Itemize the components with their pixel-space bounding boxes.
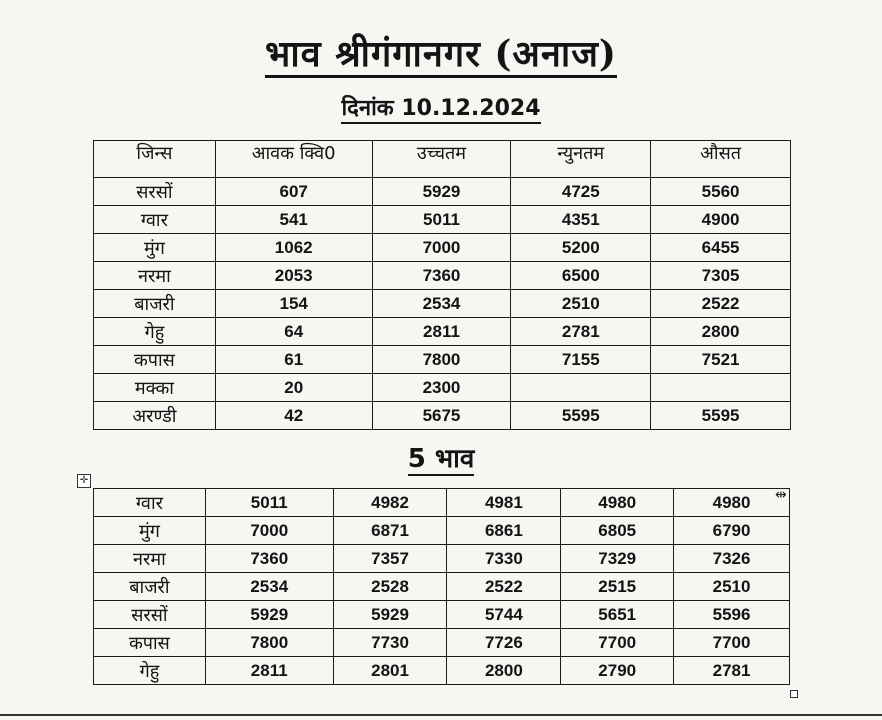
cell-average: 6455 xyxy=(651,234,791,262)
cell-highest: 2300 xyxy=(372,374,511,402)
cell-commodity: मुंग xyxy=(94,517,206,545)
table-row xyxy=(94,402,791,430)
header-lowest: न्युनतम xyxy=(511,141,651,178)
cell-rate: 4981 xyxy=(447,489,561,517)
cell-rate: 2515 xyxy=(561,573,674,601)
date-wrap xyxy=(0,92,882,122)
cell-rate: 5011 xyxy=(205,489,333,517)
cell-rate: 7730 xyxy=(333,629,447,657)
cell-rate: 2534 xyxy=(205,573,333,601)
cell-commodity: सरसों xyxy=(94,178,216,206)
header-arrival: आवक क्वि0 xyxy=(215,141,372,178)
cell-lowest xyxy=(511,374,651,402)
cell-average: 2800 xyxy=(651,318,791,346)
cell-rate: 5596 xyxy=(674,601,790,629)
cell-rate: 4980 xyxy=(674,489,790,517)
cell-rate: 6790 xyxy=(674,517,790,545)
cell-commodity: गेहु xyxy=(94,318,216,346)
cell-rate: 4980 xyxy=(561,489,674,517)
cell-arrival: 42 xyxy=(215,402,372,430)
cell-commodity: ग्वार xyxy=(94,489,206,517)
cell-rate: 5929 xyxy=(205,601,333,629)
table-row xyxy=(94,374,791,402)
cell-rate: 6805 xyxy=(561,517,674,545)
cell-lowest: 4725 xyxy=(511,178,651,206)
cell-rate: 2801 xyxy=(333,657,447,685)
table-row xyxy=(94,206,791,234)
header-highest: उच्चतम xyxy=(372,141,511,178)
cell-average: 5595 xyxy=(651,402,791,430)
table-row xyxy=(94,573,790,601)
table-row xyxy=(94,234,791,262)
cell-arrival: 541 xyxy=(215,206,372,234)
cell-rate: 7800 xyxy=(205,629,333,657)
cell-commodity: कपास xyxy=(94,346,216,374)
cell-average: 5560 xyxy=(651,178,791,206)
table-row xyxy=(94,262,791,290)
cell-arrival: 154 xyxy=(215,290,372,318)
cell-lowest: 6500 xyxy=(511,262,651,290)
cell-rate: 2800 xyxy=(447,657,561,685)
page-bottom-divider xyxy=(0,714,882,716)
cell-lowest: 4351 xyxy=(511,206,651,234)
cell-arrival: 61 xyxy=(215,346,372,374)
cell-rate: 6871 xyxy=(333,517,447,545)
rates-table xyxy=(93,140,791,430)
cell-commodity: नरमा xyxy=(94,262,216,290)
cell-arrival: 2053 xyxy=(215,262,372,290)
cell-arrival: 20 xyxy=(215,374,372,402)
cell-rate: 7700 xyxy=(674,629,790,657)
cell-rate: 2811 xyxy=(205,657,333,685)
cell-commodity: नरमा xyxy=(94,545,206,573)
page-title-wrap xyxy=(0,28,882,77)
header-average: औसत xyxy=(651,141,791,178)
cell-commodity: बाजरी xyxy=(94,290,216,318)
cell-average xyxy=(651,374,791,402)
subtitle-wrap xyxy=(0,439,882,475)
cell-average: 7305 xyxy=(651,262,791,290)
cell-commodity: कपास xyxy=(94,629,206,657)
cell-highest: 2534 xyxy=(372,290,511,318)
cell-arrival: 607 xyxy=(215,178,372,206)
page-title: भाव श्रीगंगानगर (अनाज) xyxy=(265,33,617,78)
cell-highest: 5929 xyxy=(372,178,511,206)
cell-highest: 2811 xyxy=(372,318,511,346)
cell-average: 2522 xyxy=(651,290,791,318)
cell-rate: 7726 xyxy=(447,629,561,657)
cell-rate: 5651 xyxy=(561,601,674,629)
date-label: दिनांक 10.12.2024 xyxy=(341,96,540,124)
table-row xyxy=(94,545,790,573)
cell-rate: 7700 xyxy=(561,629,674,657)
five-rates-table xyxy=(93,488,790,685)
cell-rate: 7357 xyxy=(333,545,447,573)
cell-rate: 7360 xyxy=(205,545,333,573)
cell-arrival: 1062 xyxy=(215,234,372,262)
table-row xyxy=(94,178,791,206)
table-move-handle-icon[interactable]: ✛ xyxy=(77,474,91,488)
cell-rate: 2528 xyxy=(333,573,447,601)
cell-rate: 7000 xyxy=(205,517,333,545)
cell-rate: 7329 xyxy=(561,545,674,573)
table-row xyxy=(94,318,791,346)
rates-header-row xyxy=(94,141,791,178)
table-row xyxy=(94,346,791,374)
cell-lowest: 7155 xyxy=(511,346,651,374)
cell-rate: 6861 xyxy=(447,517,561,545)
cell-rate: 7330 xyxy=(447,545,561,573)
table-resize-handle-icon[interactable] xyxy=(790,690,798,698)
cell-rate: 4982 xyxy=(333,489,447,517)
cell-lowest: 2510 xyxy=(511,290,651,318)
cell-lowest: 2781 xyxy=(511,318,651,346)
cell-commodity: मुंग xyxy=(94,234,216,262)
table-row xyxy=(94,489,790,517)
cell-lowest: 5200 xyxy=(511,234,651,262)
cell-highest: 7000 xyxy=(372,234,511,262)
cell-commodity: मक्का xyxy=(94,374,216,402)
cell-rate: 2790 xyxy=(561,657,674,685)
cell-rate: 5744 xyxy=(447,601,561,629)
table-row xyxy=(94,657,790,685)
cell-commodity: गेहु xyxy=(94,657,206,685)
cell-rate: 7326 xyxy=(674,545,790,573)
cell-commodity: बाजरी xyxy=(94,573,206,601)
cell-commodity: अरण्डी xyxy=(94,402,216,430)
cell-highest: 5675 xyxy=(372,402,511,430)
cell-average: 7521 xyxy=(651,346,791,374)
cell-highest: 7360 xyxy=(372,262,511,290)
subtitle: 5 भाव xyxy=(407,444,475,474)
cell-rate: 2522 xyxy=(447,573,561,601)
cell-rate: 2781 xyxy=(674,657,790,685)
header-commodity: जिन्स xyxy=(94,141,216,178)
cell-lowest: 5595 xyxy=(511,402,651,430)
cell-rate: 5929 xyxy=(333,601,447,629)
table-row xyxy=(94,629,790,657)
table-row xyxy=(94,290,791,318)
cell-highest: 5011 xyxy=(372,206,511,234)
table-row xyxy=(94,517,790,545)
cell-rate: 2510 xyxy=(674,573,790,601)
cell-highest: 7800 xyxy=(372,346,511,374)
cell-commodity: ग्वार xyxy=(94,206,216,234)
cell-commodity: सरसों xyxy=(94,601,206,629)
table-row xyxy=(94,601,790,629)
cell-average: 4900 xyxy=(651,206,791,234)
column-resize-icon[interactable]: ⇹ xyxy=(775,487,787,503)
cell-arrival: 64 xyxy=(215,318,372,346)
